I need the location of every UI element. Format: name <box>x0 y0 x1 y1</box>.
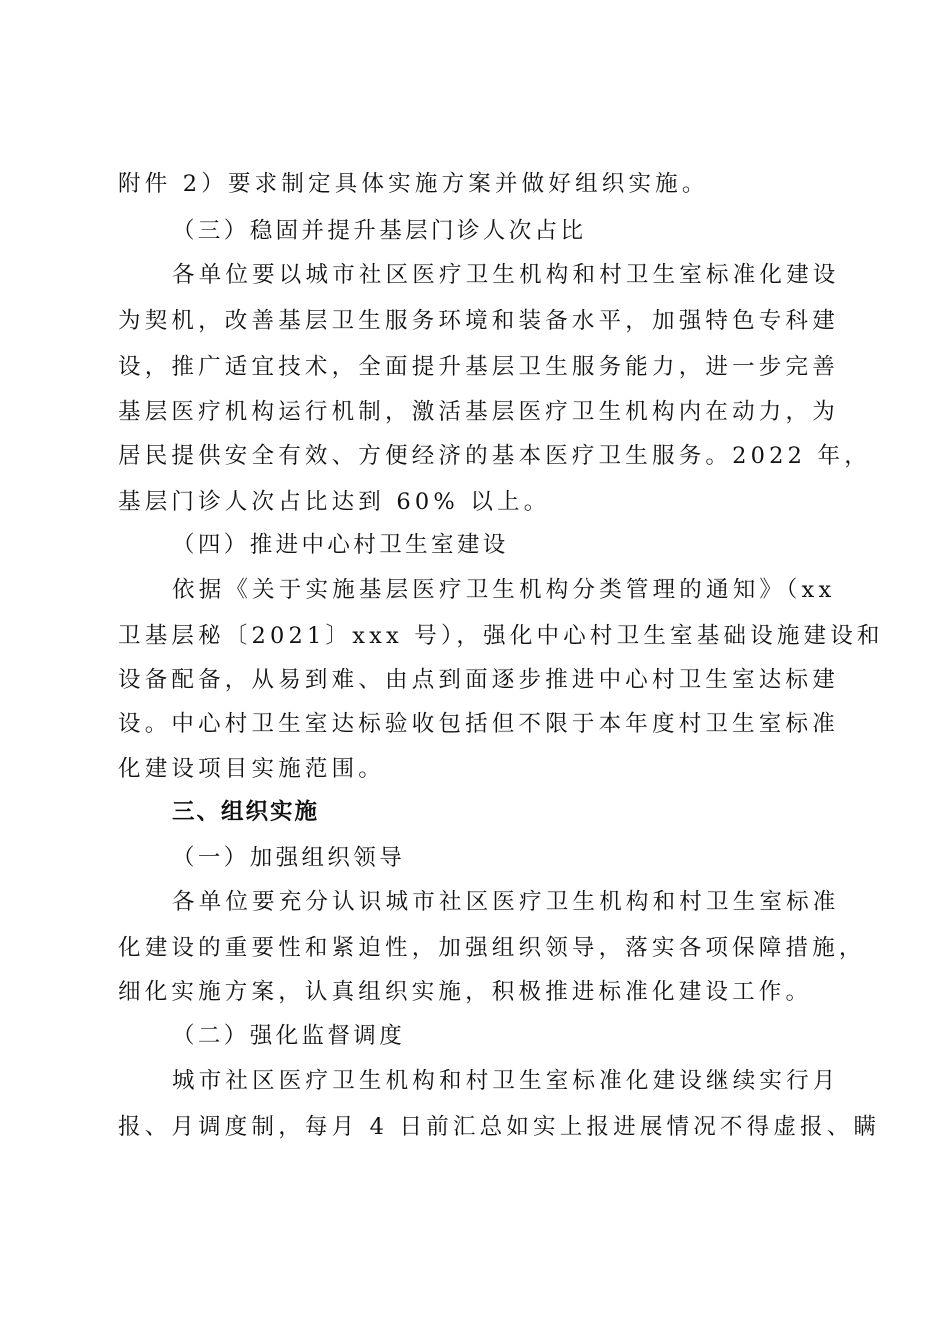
paragraph-line: 居民提供安全有效、方便经济的基本医疗卫生服务。2022 年， <box>118 443 871 469</box>
paragraph-line: 设，推广适宜技术，全面提升基层卫生服务能力，进一步完善 <box>118 354 839 380</box>
paragraph-line: 卫基层秘〔2021〕xxx 号），强化中心村卫生室基础设施建设和 <box>118 623 884 649</box>
paragraph-line: 基层医疗机构运行机制，激活基层医疗卫生机构内在动力，为 <box>118 399 839 425</box>
paragraph-line: 基层门诊人次占比达到 60% 以上。 <box>118 489 551 515</box>
paragraph-line: 各单位要充分认识城市社区医疗卫生机构和村卫生室标准 <box>172 889 840 915</box>
paragraph-line: 报、月调度制，每月 4 日前汇总如实上报进展情况不得虚报、瞒 <box>118 1114 881 1140</box>
paragraph-line: 依据《关于实施基层医疗卫生机构分类管理的通知》（xx <box>172 577 836 603</box>
paragraph-line: 化建设项目实施范围。 <box>118 756 386 782</box>
paragraph-line: 为契机，改善基层卫生服务环境和装备水平，加强特色专科建 <box>118 308 839 334</box>
subsection-heading: （二）强化监督调度 <box>172 1023 406 1049</box>
paragraph-line: 化建设的重要性和紧迫性，加强组织领导，落实各项保障措施， <box>118 935 866 961</box>
paragraph-line: 各单位要以城市社区医疗卫生机构和村卫生室标准化建设 <box>172 262 840 288</box>
paragraph-line: 城市社区医疗卫生机构和村卫生室标准化建设继续实行月 <box>172 1068 840 1094</box>
subsection-heading: （四）推进中心村卫生室建设 <box>172 532 509 558</box>
subsection-heading: （一）加强组织领导 <box>172 845 406 871</box>
paragraph-line: 设备配备，从易到难、由点到面逐步推进中心村卫生室达标建 <box>118 667 839 693</box>
subsection-heading: （三）稳固并提升基层门诊人次占比 <box>172 218 587 244</box>
paragraph-line: 细化实施方案，认真组织实施，积极推进标准化建设工作。 <box>118 979 813 1005</box>
paragraph-line: 附件 2）要求制定具体实施方案并做好组织实施。 <box>118 171 709 197</box>
section-heading: 三、组织实施 <box>172 799 320 825</box>
paragraph-line: 设。中心村卫生室达标验收包括但不限于本年度村卫生室标准 <box>118 711 839 737</box>
